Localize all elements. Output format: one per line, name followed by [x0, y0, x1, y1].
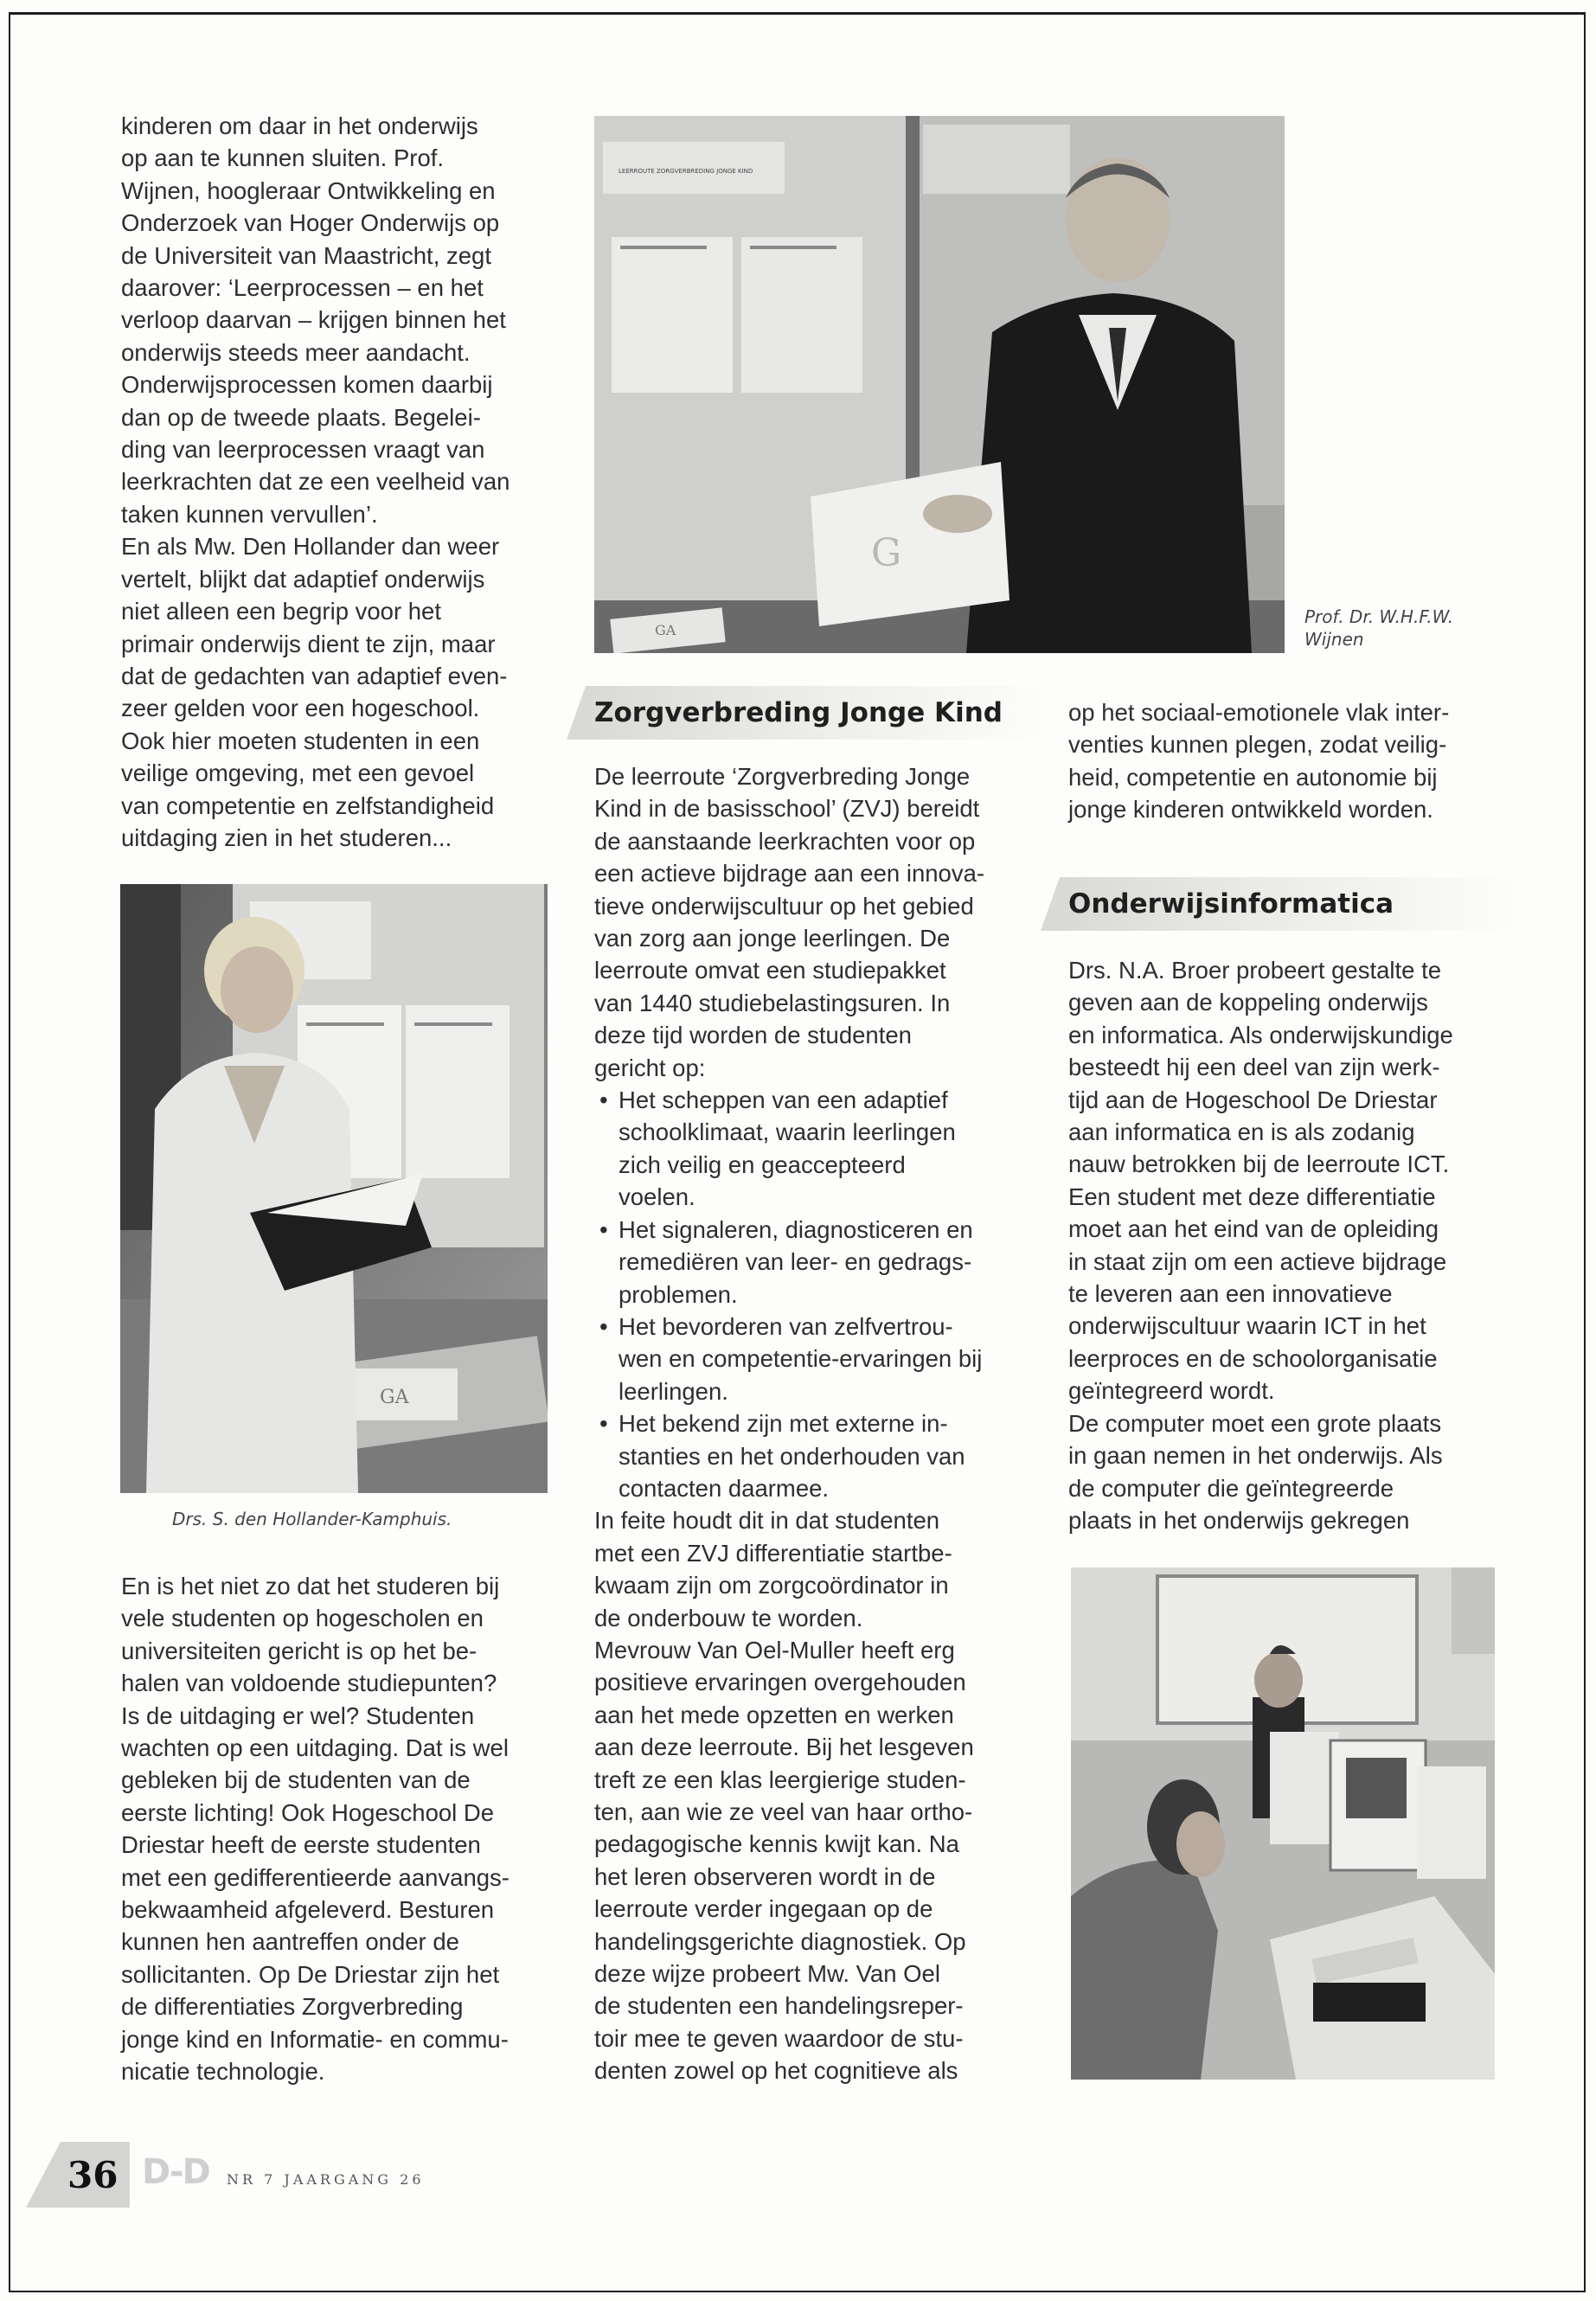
bullet-item — [619, 1407, 1027, 1504]
caption-wijnen-line-1: Prof. Dr. W.H.F.W. — [1304, 606, 1454, 627]
text-line: Mevrouw Van Oel-Muller heeft erg — [594, 1636, 955, 1663]
col3_top-paragraph — [1068, 696, 1501, 826]
text-line: Kind in de basisschool’ (ZVJ) bereidt — [594, 795, 980, 823]
text-line: Het bevorderen van zelfvertrou- — [619, 1312, 953, 1340]
footer — [26, 2142, 458, 2208]
text-line: vertelt, blijkt dat adaptief onderwijs — [121, 565, 485, 593]
bullet-list — [594, 1084, 1027, 1504]
text-line: De computer moet een grote plaats — [1068, 1409, 1442, 1437]
page-number: 36 — [67, 2154, 119, 2196]
column-3-bottom-text — [1068, 954, 1501, 1536]
text-line: taken kunnen vervullen’. — [121, 500, 378, 528]
text-line: de computer die geïntegreerde — [1068, 1474, 1394, 1502]
text-line: nauw betrokken bij de leerroute ICT. — [1068, 1150, 1450, 1178]
section_oi.body-paragraph — [1068, 954, 1501, 1536]
text-line: halen van voldoende studiepunten? — [121, 1670, 497, 1697]
text-line: met een gedifferentieerde aanvangs- — [121, 1863, 510, 1891]
text-line: de Universiteit van Maastricht, zegt — [121, 241, 491, 269]
text-line: kwaam zijn om zorgcoördinator in — [594, 1572, 949, 1599]
text-line: dan op de tweede plaats. Begelei- — [121, 403, 481, 431]
text-line: leerroute omvat een studiepakket — [594, 957, 946, 984]
section_zvj.intro-paragraph — [594, 760, 1027, 1084]
heading-tab — [567, 686, 586, 740]
bullet-item — [619, 1311, 1027, 1407]
text-line: voelen. — [619, 1183, 695, 1211]
photo-computer-lab — [1071, 1567, 1495, 2080]
text-line: kunnen hen aantreffen onder de — [121, 1928, 459, 1956]
caption-wijnen — [1304, 606, 1512, 651]
text-line: heid, competentie en autonomie bij — [1068, 763, 1438, 791]
text-line: tijd aan de Hogeschool De Driestar — [1068, 1086, 1438, 1113]
text-line: onderwijs steeds meer aandacht. — [121, 338, 471, 366]
photo-wijnen — [594, 116, 1285, 653]
heading-tab — [1041, 877, 1060, 931]
text-line: Is de uitdaging er wel? Studenten — [121, 1702, 475, 1729]
text-line: van 1440 studiebelastingsuren. In — [594, 989, 951, 1016]
text-line: en informatica. Als onderwijskundige — [1068, 1021, 1453, 1048]
text-line: Drs. N.A. Broer probeert gestalte te — [1068, 957, 1442, 984]
text-line: denten zowel op het cognitieve als — [594, 2057, 958, 2085]
text-line: Een student met deze differentiatie — [1068, 1183, 1436, 1210]
text-line: jonge kind en Informatie- en commu- — [121, 2025, 509, 2053]
text-line: Onderzoek van Hoger Onderwijs op — [121, 209, 500, 237]
text-line: Het bekend zijn met externe in- — [619, 1410, 948, 1438]
text-line: kinderen om daar in het onderwijs — [121, 112, 478, 139]
text-line: dat de gedachten van adaptief even- — [121, 662, 508, 689]
text-line: de studenten een handelingsreper- — [594, 1992, 964, 2020]
section_zvj.body-paragraph — [594, 1504, 1027, 2086]
heading-zorgverbreding — [586, 686, 1044, 740]
text-line: zeer gelden voor een hogeschool. — [121, 695, 480, 722]
poster-title-text: LEERROUTE ZORGVERBREDING JONGE KIND — [619, 168, 753, 175]
text-line: te leveren aan een innovatieve — [1068, 1280, 1393, 1308]
text-line: niet alleen een begrip voor het — [121, 598, 441, 625]
text-line: universiteiten gericht is op het be- — [121, 1637, 478, 1664]
svg-text:G: G — [871, 531, 902, 575]
text-line: aan informatica en is als zodanig — [1068, 1118, 1415, 1146]
text-line: geïntegreerd wordt. — [1068, 1377, 1275, 1405]
text-line: Driestar heeft de eerste studenten — [121, 1831, 481, 1859]
text-line: moet aan het eind van de opleiding — [1068, 1215, 1439, 1243]
text-line: remediëren van leer- en gedrags- — [619, 1248, 972, 1276]
text-line: zich veilig en geaccepteerd — [619, 1150, 906, 1178]
photo-wijnen-image — [594, 116, 1285, 653]
top-rule — [9, 12, 1586, 15]
text-line: primair onderwijs dient te zijn, maar — [121, 630, 496, 657]
text-line: vele studenten op hogescholen en — [121, 1605, 484, 1632]
column-3-top-text — [1068, 696, 1501, 826]
text-line: Het signaleren, diagnosticeren en — [619, 1215, 973, 1243]
column-1-top-text — [121, 110, 554, 854]
magazine-logo: D-D — [142, 2152, 209, 2192]
text-line: deze wijze probeert Mw. Van Oel — [594, 1960, 940, 1988]
text-line: onderwijscultuur waarin ICT in het — [1068, 1312, 1426, 1340]
text-line: verloop daarvan – krijgen binnen het — [121, 306, 506, 334]
heading-zorgverbreding-text: Zorgverbreding Jonge Kind — [594, 697, 1003, 728]
text-line: wachten op een uitdaging. Dat is wel — [121, 1734, 509, 1762]
text-line: leerroute verder ingegaan op de — [594, 1895, 933, 1923]
text-line: de aanstaande leerkrachten voor op — [594, 827, 976, 855]
text-line: van zorg aan jonge leerlingen. De — [594, 925, 951, 952]
text-line: In feite houdt dit in dat studenten — [594, 1507, 940, 1535]
text-line: eerste lichting! Ook Hogeschool De — [121, 1798, 495, 1826]
text-line: het leren observeren wordt in de — [594, 1862, 936, 1890]
text-line: positieve ervaringen overgehouden — [594, 1669, 966, 1696]
text-line: stanties en het onderhouden van — [619, 1442, 965, 1470]
text-line: op aan te kunnen sluiten. Prof. — [121, 144, 445, 172]
text-line: gericht op: — [594, 1054, 706, 1081]
text-line: besteedt hij een deel van zijn werk- — [1068, 1054, 1440, 1081]
text-line: een actieve bijdrage aan een innova- — [594, 860, 985, 888]
text-line: treft ze een klas leergierige studen- — [594, 1766, 966, 1793]
text-line: Onderwijsprocessen komen daarbij — [121, 371, 493, 399]
text-line: met een ZVJ differentiatie startbe- — [594, 1539, 952, 1567]
text-line: toir mee te geven waardoor de stu- — [594, 2024, 964, 2052]
text-line: Het scheppen van een adaptief — [619, 1086, 948, 1114]
photo-hollander-image — [120, 884, 548, 1493]
text-line: schoolklimaat, waarin leerlingen — [619, 1118, 956, 1146]
text-line: gebleken bij de studenten van de — [121, 1766, 471, 1794]
col1_bottom-paragraph — [121, 1570, 554, 2088]
text-line: sollicitanten. Op De Driestar zijn het — [121, 1960, 500, 1988]
text-line: de differentiaties Zorgverbreding — [121, 1993, 464, 2021]
text-line: daarover: ‘Leerprocessen – en het — [121, 274, 484, 302]
caption-hollander: Drs. S. den Hollander-Kamphuis. — [172, 1509, 452, 1529]
text-line: bekwaamheid afgeleverd. Besturen — [121, 1896, 495, 1924]
column-1-bottom-text — [121, 1570, 554, 2088]
text-line: wen en competentie-ervaringen bij — [619, 1345, 983, 1373]
text-line: aan het mede opzetten en werken — [594, 1701, 954, 1728]
text-line: van competentie en zelfstandigheid — [121, 792, 495, 819]
text-line: Ook hier moeten studenten in een — [121, 727, 480, 754]
text-line: problemen. — [619, 1280, 738, 1308]
heading-onderwijsinformatica-text: Onderwijsinformatica — [1068, 888, 1394, 920]
text-line: veilige omgeving, met een gevoel — [121, 760, 475, 787]
photo-hollander — [120, 884, 548, 1493]
text-line: jonge kinderen ontwikkeld worden. — [1068, 796, 1433, 824]
text-line: leerkrachten dat ze een veelheid van — [121, 468, 510, 496]
text-line: tieve onderwijscultuur op het gebied — [594, 892, 974, 920]
text-line: in gaan nemen in het onderwijs. Als — [1068, 1442, 1443, 1470]
text-line: leerlingen. — [619, 1377, 728, 1405]
bullet-item — [619, 1214, 1027, 1311]
text-line: ding van leerprocessen vraagt van — [121, 436, 485, 464]
text-line: ten, aan wie ze veel van haar ortho- — [594, 1798, 973, 1825]
issue-info: NR 7 JAARGANG 26 — [227, 2171, 425, 2188]
text-line: venties kunnen plegen, zodat veilig- — [1068, 731, 1447, 759]
text-line: plaats in het onderwijs gekregen — [1068, 1506, 1410, 1534]
column-2-text — [594, 760, 1027, 2087]
text-line: En als Mw. Den Hollander dan weer — [121, 533, 500, 561]
caption-wijnen-line-2: Wijnen — [1304, 629, 1364, 650]
text-line: geven aan de koppeling onderwijs — [1068, 989, 1428, 1016]
text-line: handelingsgerichte diagnostiek. Op — [594, 1927, 966, 1955]
text-line: in staat zijn om een actieve bijdrage — [1068, 1247, 1447, 1275]
book-logo-text: GA — [380, 1387, 409, 1408]
text-line: De leerroute ‘Zorgverbreding Jonge — [594, 763, 971, 790]
text-line: nicatie technologie. — [121, 2058, 325, 2086]
heading-onderwijsinformatica — [1060, 877, 1518, 931]
photo-computer-image — [1071, 1567, 1495, 2080]
text-line: Wijnen, hoogleraar Ontwikkeling en — [121, 176, 496, 204]
text-line: uitdaging zien in het studeren... — [121, 824, 452, 851]
text-line: leerproces en de schoolorganisatie — [1068, 1344, 1438, 1372]
text-line: aan deze leerroute. Bij het lesgeven — [594, 1734, 974, 1761]
book-logo-text-wijnen: GA — [655, 622, 676, 638]
text-line: pedagogische kennis kwijt kan. Na — [594, 1830, 959, 1858]
text-line: contacten daarmee. — [619, 1474, 830, 1502]
bullet-item — [619, 1084, 1027, 1214]
text-line: de onderbouw te worden. — [594, 1604, 863, 1631]
text-line: En is het niet zo dat het studeren bij — [121, 1573, 500, 1599]
text-line: op het sociaal-emotionele vlak inter- — [1068, 699, 1450, 726]
text-line: deze tijd worden de studenten — [594, 1022, 912, 1049]
page-number-box — [26, 2142, 130, 2208]
col1_top-paragraph — [121, 110, 554, 854]
